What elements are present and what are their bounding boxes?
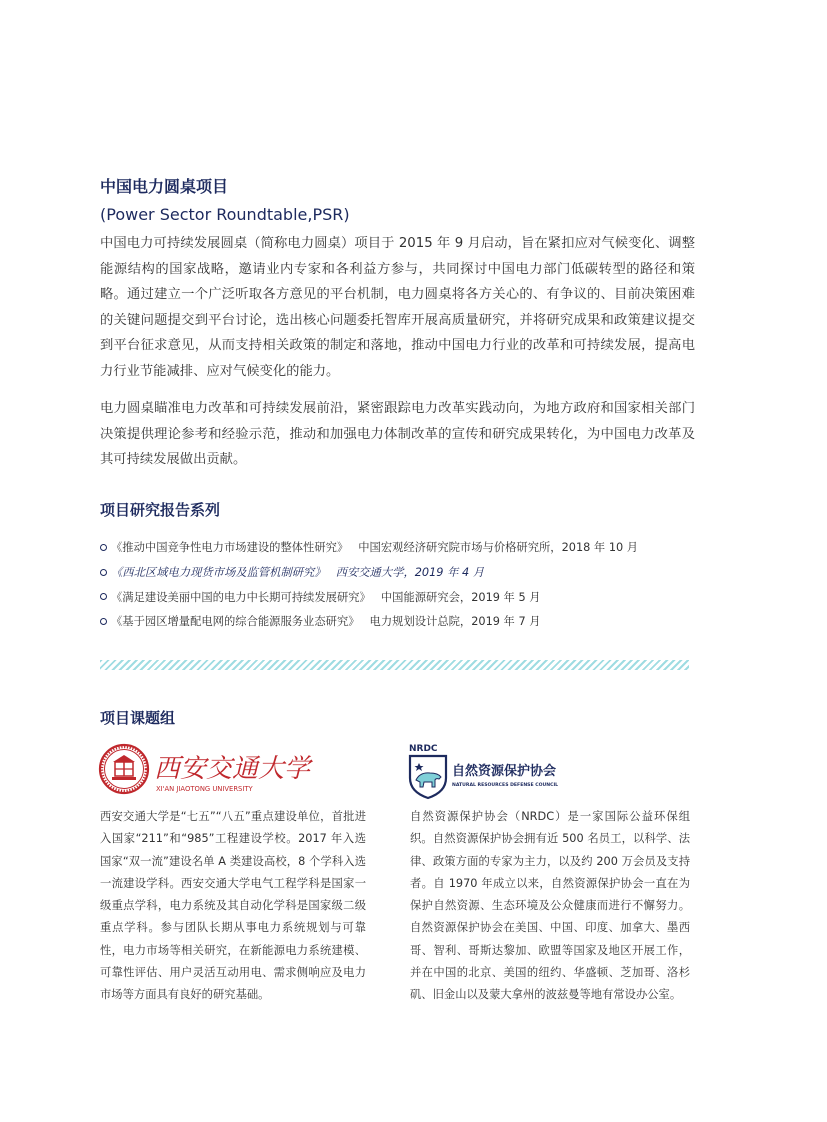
report-item (100, 584, 638, 609)
report-title: 《推动中国竞争性电力市场建设的整体性研究》 (111, 541, 349, 555)
bullet-circle-icon (100, 569, 107, 576)
report-source: 电力规划设计总院，2019 年 7 月 (369, 615, 541, 629)
reports-heading: 项目研究报告系列 (100, 501, 221, 519)
nrdc-logo-subtitle: NATURAL RESOURCES DEFENSE COUNCIL (452, 783, 559, 788)
page-title: 中国电力圆桌项目 (100, 177, 229, 196)
report-item (100, 535, 638, 560)
report-title: 《西北区域电力现货市场及监管机制研究》 (111, 566, 326, 580)
polar-bear-shield-icon (410, 756, 446, 798)
bullet-circle-icon (100, 618, 107, 625)
report-source: 中国宏观经济研究院市场与价格研究所，2018 年 10 月 (358, 541, 639, 555)
hatched-divider (100, 660, 689, 670)
bullet-circle-icon (100, 544, 107, 551)
report-item (100, 560, 638, 585)
nrdc-logo-name: 自然资源保护协会 (452, 764, 557, 779)
bullet-circle-icon (100, 593, 107, 600)
nrdc-description: 自然资源保护协会（NRDC）是一家国际公益环保组织。自然资源保护协会拥有近 500 名员工，以科学、法律、政策方面的专家为主力，以及约 200 万会员及支持者。自 1970 年成立以来，自然资源保护协会一直在为保护自然资源、生态环境及公众健康而进行不懈努力。自然资源保护协会在美国、中国、印度、加拿大、墨西哥、智利、哥斯达黎加、欧盟等国家及地区开展工作，并在中国的北京、美国的纽约、华盛顿、芝加哥、洛杉矶、旧金山以及蒙大拿州的波兹曼等地有常设办公室。 (410, 810, 690, 1002)
team-heading: 项目课题组 (100, 709, 176, 727)
report-title: 《满足建设美丽中国的电力中长期可持续发展研究》 (111, 590, 371, 604)
xjtu-seal-icon (100, 745, 148, 793)
report-item (100, 609, 638, 634)
report-list (100, 535, 638, 634)
xjtu-description: 西安交通大学是“七五”“八五”重点建设单位，首批进入国家“211”和“985”工程建设学校。2017 年入选国家“双一流”建设名单 A 类建设高校，8 个学科入选一流建设学科。西安交通大学电气工程学科是国家一级重点学科，电力系统及其自动化学科是国家级二级重点学科。参与团队长期从事电力系统规划与可靠性，电力市场等相关研究，在新能源电力系统建模、可靠性评估、用户灵活互动用电、需求侧响应及电力市场等方面具有良好的研究基础。 (100, 810, 366, 1002)
page-subtitle: (Power Sector Roundtable,PSR) (100, 205, 350, 224)
xjtu-logo-subtitle: XI'AN JIAOTONG UNIVERSITY (156, 785, 253, 793)
nrdc-logo-abbr: NRDC (409, 744, 438, 754)
report-source: 西安交通大学，2019 年 4 月 (335, 566, 485, 580)
report-title: 《基于园区增量配电网的综合能源服务业态研究》 (111, 615, 360, 629)
xjtu-logo-name: 西安交通大学 (154, 754, 311, 784)
xjtu-logo (98, 742, 311, 796)
nrdc-logo (408, 742, 598, 800)
intro-paragraph-2: 电力圆桌瞄准电力改革和可持续发展前沿，紧密跟踪电力改革实践动向，为地方政府和国家相关部门决策提供理论参考和经验示范，推动和加强电力体制改革的宣传和研究成果转化，为中国电力改革及其可持续发展做出贡献。 (100, 401, 695, 467)
intro-paragraph-1: 中国电力可持续发展圆桌（简称电力圆桌）项目于 2015 年 9 月启动，旨在紧扣应对气候变化、调整能源结构的国家战略，邀请业内专家和各利益方参与，共同探讨中国电力部门低碳转型的路径和策略。通过建立一个广泛听取各方意见的平台机制，电力圆桌将各方关心的、有争议的、目前决策困难的关键问题提交到平台讨论，选出核心问题委托智库开展高质量研究，并将研究成果和政策建议提交到平台征求意见，从而支持相关政策的制定和落地，推动中国电力行业的改革和可持续发展，提高电力行业节能减排、应对气候变化的能力。 (100, 236, 695, 379)
report-source: 中国能源研究会，2019 年 5 月 (380, 590, 541, 604)
